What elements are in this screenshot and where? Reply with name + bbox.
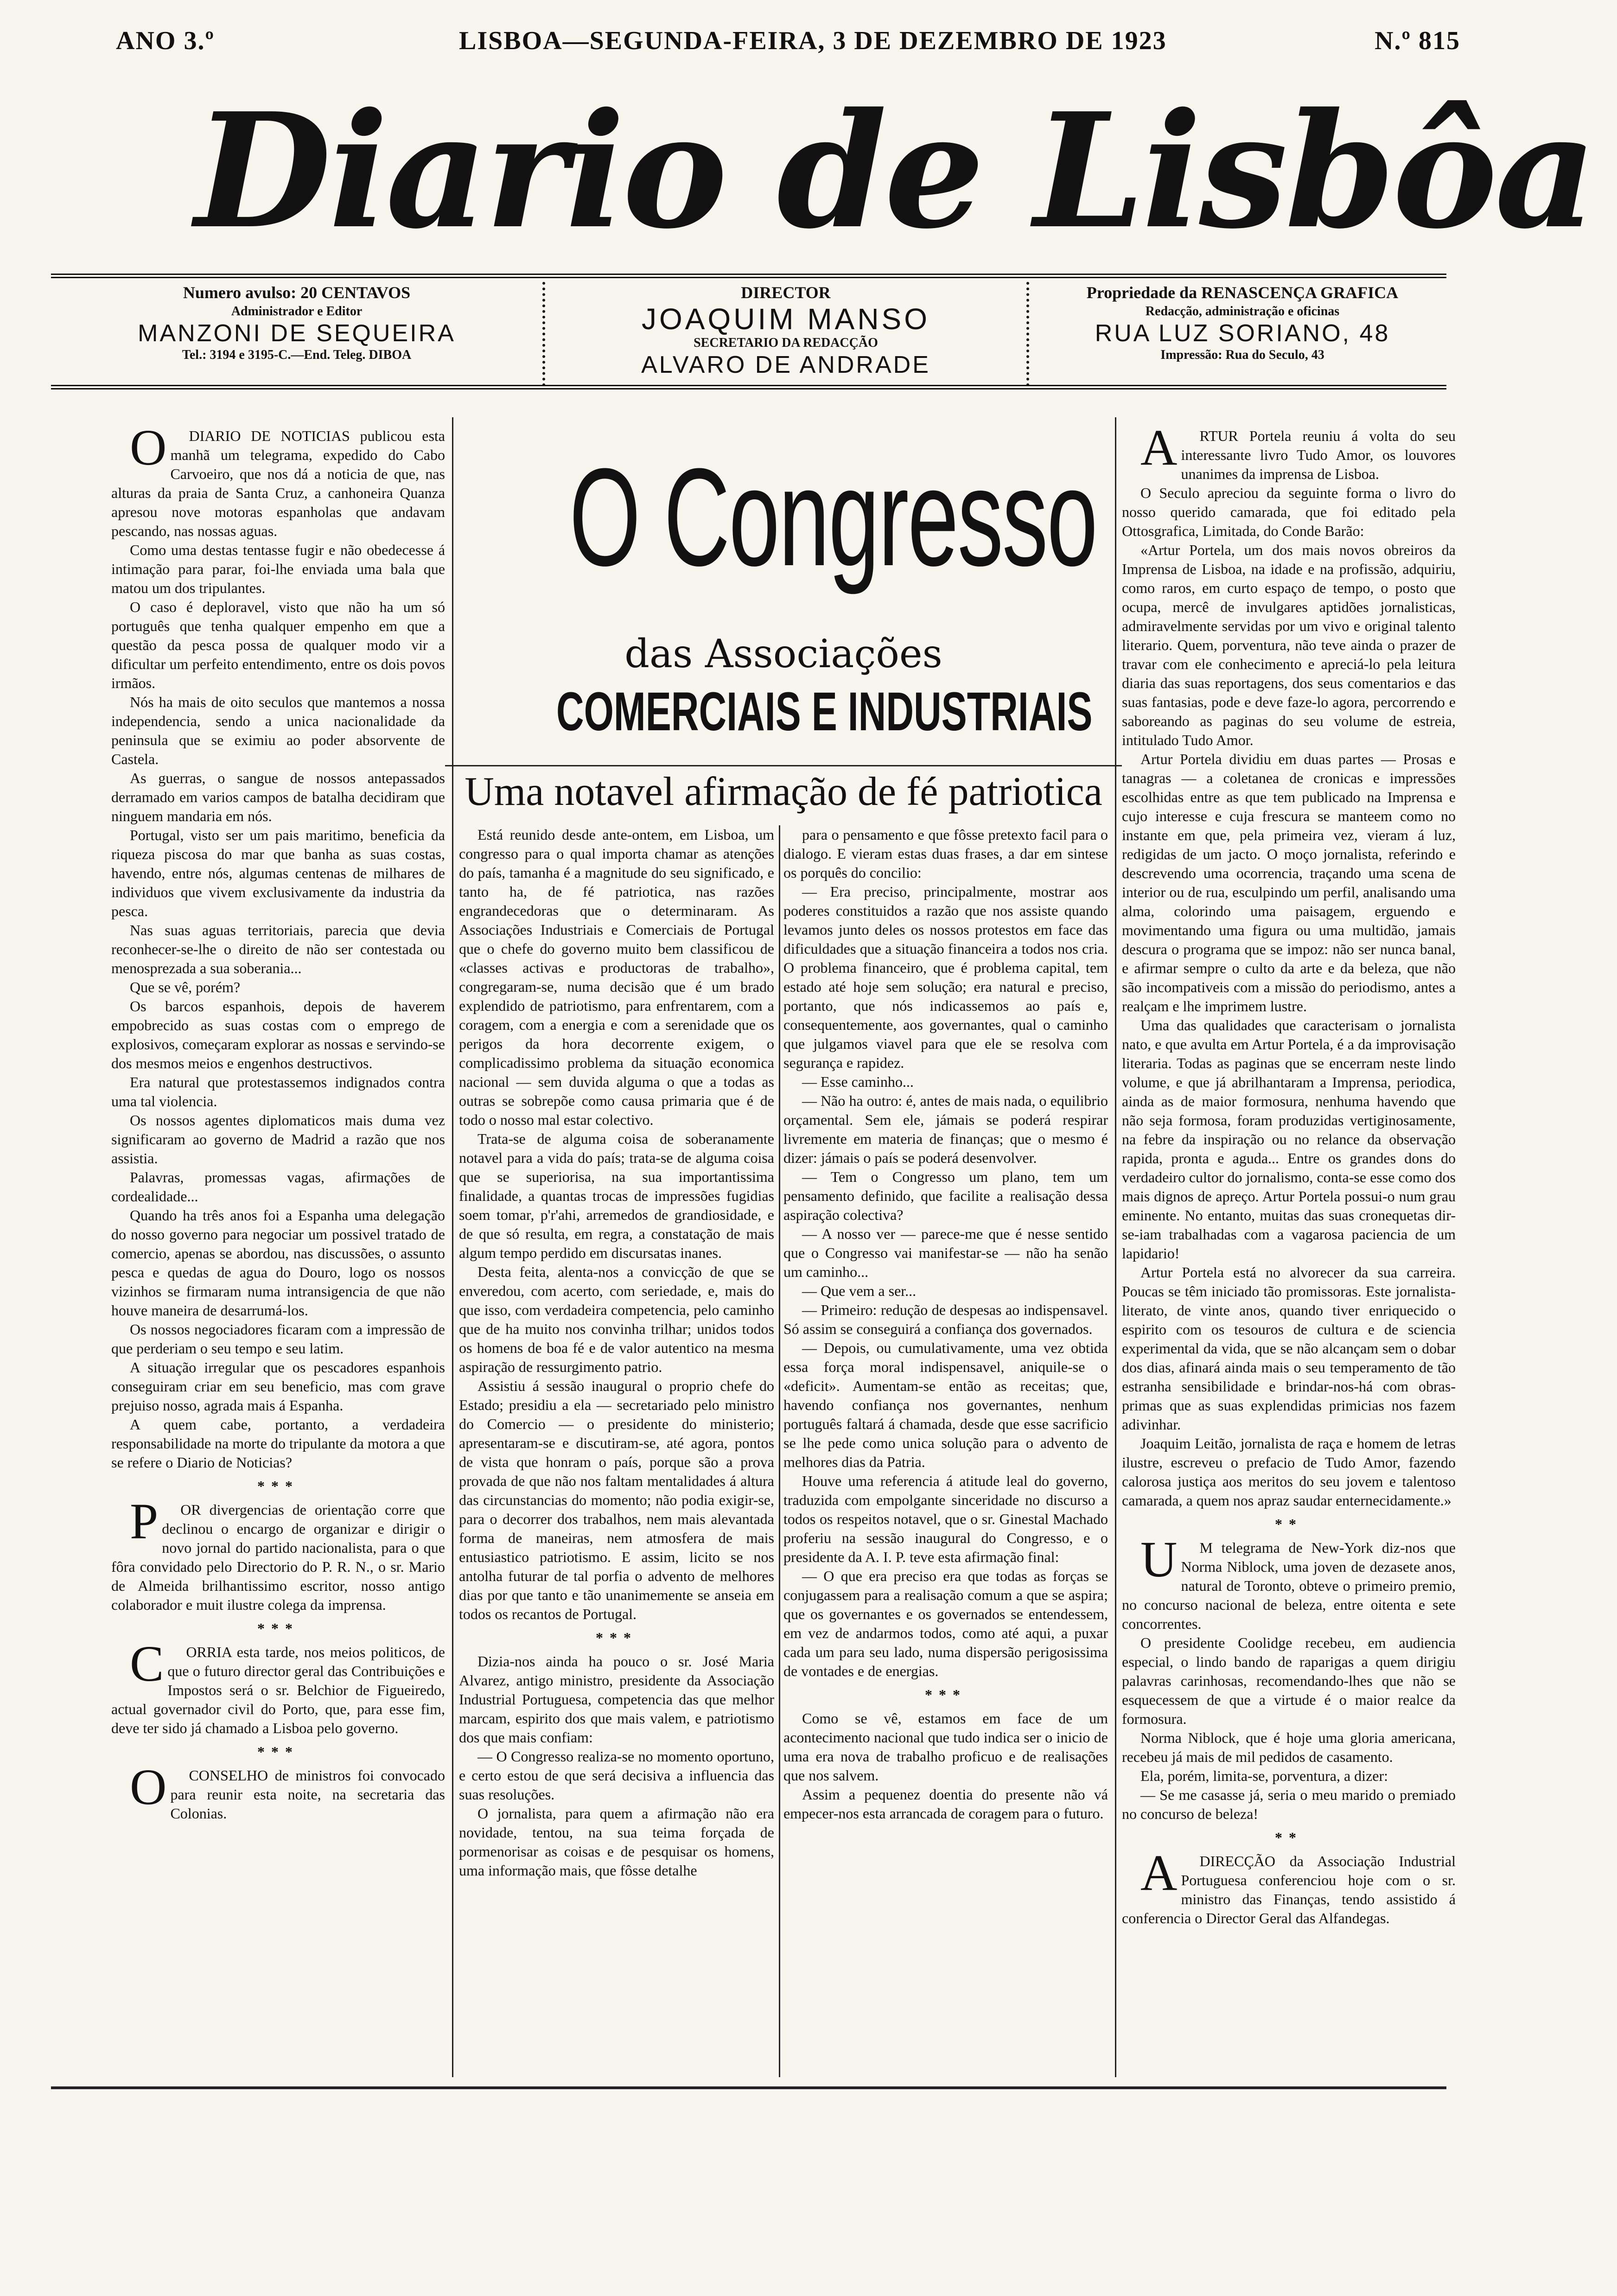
article-paragraph: POR divergencias de orientação corre que declinou o encargo de organizar e dirigir o novo jornal do partido nacionalista, para o que fôra convidado pelo Directorio do P. R. N., o sr. Mario de Almeida brilhantissimo escritor, nosso antigo colaborador e muit ilustre colega da imprensa. bbox=[111, 1493, 445, 1613]
article-paragraph: Portugal, visto ser um pais maritimo, beneficia da riqueza piscosa do mar que banha as suas costas, havendo, entre nós, algumas centenas de milhares de individuos que vivem exclusivamente da industria da pesca. bbox=[111, 827, 445, 919]
article-paragraph: — Se me casasse já, seria o meu marido o premiado no concurso de beleza! bbox=[1122, 1786, 1456, 1822]
article-paragraph: Desta feita, alenta-nos a convicção de que se enveredou, com acerto, com seriedade, e, mais do que isso, com verdadeira competencia, pelo caminho que de ha muito nos convinha trilhar; unidos todos os homens de boa fé e de valor autentico na mesma aspiração de ressurgimento patrio. bbox=[459, 1263, 774, 1375]
article-paragraph: Artur Portela dividiu em duas partes — Prosas e tanagras — a coletanea de cronicas e impressões escolhidas entre as que tem publicado na Imprensa e cujo interesse e cuja frescura se manteem como no instante em que, pela primeira vez, vieram á luz, redigidas de um jacto. O moço jornalista, referindo e descrevendo uma ocorrencia, traçando uma scena de interior ou de rua, esculpindo um perfil, analisando uma alma, colorindo uma paisagem, erguendo e movimentando uma figura ou uma multidão, jamais descura o programa que se impoz: não ser nunca banal, e afirmar sempre o culto da arte e da beleza, que não são incompativeis com a missão do periodismo, antes a realçam e lhe imprimem lustre. bbox=[1122, 751, 1456, 1014]
article-paragraph: Assistiu á sessão inaugural o proprio chefe do Estado; presidiu a ela — secretariado pelo ministro do Comercio — o presidente do ministerio; apresentaram-se e discutiram-se, até agora, pontos de vista que honram o país, porque são a prova provada de que não nos faltam mentalidades á altura das circunstancias do momento; não podia exigir-se, para o decorrer dos trabalhos, nem mais alevantada forma de maneiras, nem atmosfera de mais entusiastico patriotismo. E assim, licito se nos antolha futurar de tal porfia o advento de melhores dias por que tanto e tão unanimemente se anseia em todos os recantos de Portugal. bbox=[459, 1378, 774, 1622]
dateline bbox=[116, 26, 1460, 63]
article-paragraph: ARTUR Portela reuniu á volta do seu interessante livro Tudo Amor, os louvores unanimes da imprensa de Lisboa. bbox=[1140, 427, 1456, 482]
article-paragraph: UM telegrama de New-York diz-nos que Norma Niblock, uma joven de dezasete anos, natural de Toronto, obteve o primeiro premio, no concurso nacional de beleza, entre oitenta e sete concorrentes. bbox=[1122, 1531, 1456, 1632]
section-separator: *** bbox=[596, 1629, 637, 1646]
secretary-name: ALVARO DE ANDRADE bbox=[641, 351, 930, 378]
article-paragraph: Como uma destas tentasse fugir e não obedecesse á intimação para parar, foi-lhe enviada uma bala que matou um dos tripulantes. bbox=[111, 542, 445, 596]
secretary-role: SECRETARIO DA REDACÇÃO bbox=[694, 336, 878, 350]
article-paragraph: Norma Niblock, que é hoje uma gloria americana, recebeu já mais de mil pedidos de casamento. bbox=[1122, 1729, 1456, 1765]
article-paragraph: Está reunido desde ante-ontem, em Lisboa, um congresso para o qual importa chamar as atenções do país, tamanha é a magnitude do seu significado, e tanto ha, de fé patriotica, nas razões engrandecedoras que o determinaram. As Associações Industriais e Comerciais de Portugal que o chefe do governo muito bem classificou de «classes activas e productoras de trabalho», congregaram-se, numa decisão que é um brado explendido de patriotismo, para enfrentarem, com a coragem, com a energia e com a serenidade que os perigos da hora decorrente exigem, o complicadissimo problema da situação economica nacional — sem duvida alguma o que a todas as outras se sobrepõe como causa primaria que é de todo o nosso mal estar colectivo. bbox=[459, 826, 774, 1128]
director-role: DIRECTOR bbox=[741, 283, 831, 302]
headline-main: O Congresso bbox=[569, 439, 1097, 595]
band-right bbox=[1043, 282, 1442, 386]
article-paragraph: Uma das qualidades que caracterisam o jornalista nato, e que avulta em Artur Portela, é a da improvisação literaria. Todas as paginas que se encerram neste lindo volume, e que já abrilhantaram a Imprensa, periodica, ainda as de maior formosura, nenhuma havendo que não seja formosa, foram produzidas vertiginosamente, na febre da inspiração ou no relance da observação rapida, pronta e aguda... Entre os grandes dons do verdadeiro cultor do jornalismo, conta-se esse como dos mais dignos de apreço. Artur Portela possui-o num grau eminente. No entanto, muitas das suas cronequetas dir-se-iam trabalhadas com a vagarosa paciencia de um lapidario! bbox=[1122, 1017, 1456, 1262]
owner-line: Propriedade da RENASCENÇA GRAFICA bbox=[1086, 283, 1399, 302]
article-paragraph: Como se vê, estamos em face de um acontecimento nacional que tudo indica ser o inicio de uma era nova de trabalho proficuo e de realisações que nos salvem. bbox=[783, 1710, 1108, 1784]
article-paragraph: ODIARIO DE NOTICIAS publicou esta manhã um telegrama, expedido do Cabo Carvoeiro, que nos dá a noticia de que, nas alturas da praia de Santa Cruz, a canhoneira Quanza apresou nove motoras espanholas que andavam pescando, nas nossas aguas. bbox=[111, 427, 445, 539]
article-paragraph: Era natural que protestassemos indignados contra uma tal violencia. bbox=[111, 1074, 445, 1110]
article-paragraph: para o pensamento e que fôsse pretexto facil para o dialogo. E vieram estas duas frases, a dar em sintese os porquês do concilio: bbox=[783, 826, 1108, 881]
article-paragraph: — Não ha outro: é, antes de mais nada, o equilibrio orçamental. Sem ele, jámais se poderá respirar livremente em materia de finanças; que o mesmo é dizer: jámais o país se poderá desenvolver. bbox=[783, 1092, 1108, 1166]
article-paragraph: Os nossos agentes diplomaticos mais duma vez significaram ao governo de Madrid a razão que nos assistia. bbox=[111, 1112, 445, 1167]
info-band bbox=[51, 274, 1446, 389]
article-paragraph: OCONSELHO de ministros foi convocado para reunir esta noite, na secretaria das Colonias. bbox=[130, 1759, 445, 1822]
headline-sub1: das Associações bbox=[624, 631, 942, 676]
price: Numero avulso: 20 CENTAVOS bbox=[183, 283, 411, 302]
issue-date: LISBOA—SEGUNDA-FEIRA, 3 DE DEZEMBRO DE 1923 bbox=[459, 26, 1167, 55]
article-paragraph: — O que era preciso era que todas as forças se conjugassem para a realisação comum a que se aspira; que os governantes e os governados se entendessem, em vez de andarmos todos, como até aqui, a puxar cada um para seu lado, numa dispersão perigosissima de vontades e de energias. bbox=[783, 1568, 1108, 1679]
column-rule bbox=[452, 417, 453, 2077]
band-left bbox=[65, 282, 528, 386]
article-paragraph: Palavras, promessas vagas, afirmações de cordealidade... bbox=[111, 1169, 445, 1205]
article-paragraph: Os nossos negociadores ficaram com a impressão de que perderiam o seu tempo e seu latim. bbox=[111, 1321, 445, 1357]
article-paragraph: O jornalista, para quem a afirmação não era novidade, tentou, na sua teima forçada de pormenorisar as coisas e de pesquisar os homens, uma informação mais, que fôsse detalhe bbox=[459, 1805, 774, 1879]
article-paragraph: «Artur Portela, um dos mais novos obreiros da Imprensa de Lisboa, na idade e na profissão, adquiriu, como raros, em curto espaço de tempo, o posto que ocupa, mercê de invulgares aptidões jornalisticas, admiravelmente servidas por um vivo e original talento literario. Quem, porventura, não teve ainda o prazer de travar com ele conhecimento e apreciá-lo pela leitura diaria das suas reportagens, dos seus comentarios e das suas fantasias, pode e deve faze-lo agora, percorrendo e saboreando as paginas do seu volume de estreia, intitulado Tudo Amor. bbox=[1122, 542, 1456, 748]
section-separator: *** bbox=[925, 1686, 967, 1703]
article-paragraph: Houve uma referencia á atitude leal do governo, traduzida com empolgante sinceridade no discurso a todos os respeitos notavel, que o sr. Ginestal Machado proferiu na sessão inaugural do Congresso, e o presidente da A. I. P. teve esta afirmação final: bbox=[783, 1473, 1108, 1565]
article-paragraph: Joaquim Leitão, jornalista de raça e homem de letras ilustre, escreveu o prefacio de Tudo Amor, fazendo calorosa justiça aos meritos do seu jovem e talentoso camarada, a quem nos apraz saudar enternecidamente.» bbox=[1122, 1435, 1456, 1509]
headline-sub3: Uma notavel afirmação de fé patriotica bbox=[445, 765, 1122, 816]
article-paragraph: A situação irregular que os pescadores espanhois conseguiram criar em seu beneficio, mas com grave prejuiso nosso, agrada mais á Espanha. bbox=[111, 1359, 445, 1414]
article-paragraph: ADIRECÇÃO da Associação Industrial Portuguesa conferenciou hoje com o sr. ministro das Finanças, tendo assistido á conferencia o Director Geral das Alfandegas. bbox=[1122, 1844, 1456, 1926]
band-middle bbox=[542, 282, 1029, 386]
director-name: JOAQUIM MANSO bbox=[641, 302, 930, 336]
column-4 bbox=[1122, 427, 1456, 2077]
article-paragraph: O caso é deploravel, visto que não ha um só português que tenha qualquer empenho em que a questão da pesca possa de qualquer modo vir a dificultar um perfeito entendimento, entre os dois povos irmãos. bbox=[111, 599, 445, 691]
address-line: RUA LUZ SORIANO, 48 bbox=[1095, 320, 1390, 347]
section-separator: *** bbox=[257, 1478, 299, 1494]
column-2 bbox=[459, 825, 774, 2077]
column-3 bbox=[783, 825, 1108, 2077]
article-paragraph: CORRIA esta tarde, nos meios politicos, de que o futuro director geral das Contribuições e Impostos será o sr. Belchior de Figueiredo, actual governador civil do Porto, que, para esse fim, deve ter sido já chamado a Lisboa pelo governo. bbox=[111, 1635, 445, 1736]
article-paragraph: — O Congresso realiza-se no momento oportuno, e certo estou de que será decisiva a influencia das suas resoluções. bbox=[459, 1748, 774, 1803]
article-paragraph: O Seculo apreciou da seguinte forma o livro do nosso querido camarada, que foi editado pela Ottosgrafica, Limitada, do Conde Barão: bbox=[1122, 485, 1456, 539]
article-paragraph: — Tem o Congresso um plano, tem um pensamento definido, que facilite a realisação dessa aspiração colectiva? bbox=[783, 1168, 1108, 1223]
article-paragraph: Os barcos espanhois, depois de haverem empobrecido as suas costas com o emprego de explosivos, começaram explorar as nossas e servindo-se dos mesmos meios e engenhos destructivos. bbox=[111, 998, 445, 1071]
article-paragraph: Dizia-nos ainda ha pouco o sr. José Maria Alvarez, antigo ministro, presidente da Associação Industrial Portuguesa, competencia das que melhor marcam, espirito dos que mais valem, e patriotismo dos que mais confiam: bbox=[459, 1653, 774, 1746]
section-separator: *** bbox=[257, 1743, 299, 1760]
bottom-rule bbox=[51, 2086, 1446, 2089]
headline-sub2: COMERCIAIS E INDUSTRIAIS bbox=[556, 681, 1093, 742]
article-paragraph: — Que vem a ser... bbox=[802, 1282, 917, 1299]
admin-name: MANZONI DE SEQUEIRA bbox=[138, 320, 456, 347]
office-line: Redacção, administração e oficinas bbox=[1145, 304, 1340, 319]
article-paragraph: — Era preciso, principalmente, mostrar aos poderes constituidos a razão que nos assiste quando levamos junto deles os nossos protestos em face das dificuldades que a situação financeira a todos nos cria. O problema financeiro, que é problema capital, tem estado até hoje sem solução; era natural e preciso, portanto, que nós indicassemos ao país e, consequentemente, aos governantes, qual o caminho que julgamos viavel para que ele se resolva com segurança e rapidez. bbox=[783, 883, 1108, 1071]
article-paragraph: Ela, porém, limita-se, porventura, a dizer: bbox=[1140, 1767, 1388, 1784]
column-1 bbox=[111, 427, 445, 2077]
article-paragraph: Nas suas aguas territoriais, parecia que devia reconhecer-se-lhe o direito de não ser contestada ou menosprezada a sua soberania... bbox=[111, 922, 445, 976]
issue-number: N.º 815 bbox=[1375, 26, 1460, 55]
article-paragraph: — Primeiro: redução de despesas ao indispensavel. Só assim se conseguirá a confiança dos governados. bbox=[783, 1301, 1108, 1337]
article-paragraph: As guerras, o sangue de nossos antepassados derramado em varios campos de batalha decidiram que ninguem mandaria em nós. bbox=[111, 770, 445, 824]
article-paragraph: Artur Portela está no alvorecer da sua carreira. Poucas se têm iniciado tão promissoras. Este jornalista-literato, de vinte anos, quando tiver enriquecido o espirito com os tesouros de cultura e de sciencia experimental da vida, que se não alcançam sem o dobar dos dias, afinará ainda mais o seu temperamento de tão estranha sensibilidade e brindar-nos-há com obras-primas que as suas explendidas primicias nos fazem adivinhar. bbox=[1122, 1264, 1456, 1433]
column-rule bbox=[1115, 417, 1116, 2077]
article-paragraph: Trata-se de alguma coisa de soberanamente notavel para a vida do país; trata-se de alguma coisa que se superiorisa, na sua importantissima finalidade, a quantas trocas de impressões fugidias soem tomar, p'r'ahi, arremedos de grandiosidade, e de que só resulta, em regra, a constatação de mais algum tempo perdido em discursatas inanes. bbox=[459, 1130, 774, 1261]
admin-role: Administrador e Editor bbox=[231, 304, 363, 319]
section-separator: ** bbox=[1275, 1829, 1303, 1846]
masthead-title: Diario de Lisbôa bbox=[195, 79, 1594, 264]
article-paragraph: A quem cabe, portanto, a verdadeira responsabilidade na morte do tripulante da motora a que se refere o Diario de Noticias? bbox=[111, 1416, 445, 1471]
article-paragraph: — A nosso ver — parece-me que é nesse sentido que o Congresso vai manifestar-se — não ha senão um caminho... bbox=[783, 1225, 1108, 1280]
article-paragraph: Nós ha mais de oito seculos que mantemos a nossa independencia, sendo a unica nacionalidade da peninsula que se eximiu ao poder absorvente de Castela. bbox=[111, 694, 445, 767]
article-paragraph: — Depois, ou cumulativamente, uma vez obtida essa força moral indispensavel, aniquile-se o «deficit». Aumentam-se então as receitas; que, havendo confiança nos governantes, nenhum português faltará á chamada, desde que esse sacrificio se lhe pede como unica solução para o advento de melhores dias da Patria. bbox=[783, 1339, 1108, 1470]
section-separator: *** bbox=[257, 1620, 299, 1637]
section-separator: ** bbox=[1275, 1516, 1303, 1532]
article-paragraph: Quando ha três anos foi a Espanha uma delegação do nosso governo para negociar um possivel tratado de comercio, apenas se abordou, nas discussões, o assunto pesca e quedas de agua do Douro, logo os nossos vizinhos se firmaram numa intransigencia de que não houve maneira de desarrumá-los. bbox=[111, 1207, 445, 1319]
column-rule bbox=[779, 825, 780, 2077]
article-paragraph: — Esse caminho... bbox=[802, 1073, 914, 1090]
article-paragraph: Assim a pequenez doentia do presente não vá empecer-nos esta arrancada de coragem para o futuro. bbox=[783, 1786, 1108, 1822]
issue-year: ANO 3.º bbox=[116, 26, 215, 55]
print-line: Impressão: Rua do Seculo, 43 bbox=[1160, 348, 1324, 362]
phone-line: Tel.: 3194 e 3195-C.—End. Teleg. DIBOA bbox=[182, 348, 412, 362]
article-paragraph: Que se vê, porém? bbox=[130, 979, 241, 995]
article-paragraph: O presidente Coolidge recebeu, em audiencia especial, o lindo bando de raparigas a quem dirigiu palavras carinhosas, recomendando-lhes que não se esquecessem de que a virtude é o maior realce da formosura. bbox=[1122, 1634, 1456, 1727]
